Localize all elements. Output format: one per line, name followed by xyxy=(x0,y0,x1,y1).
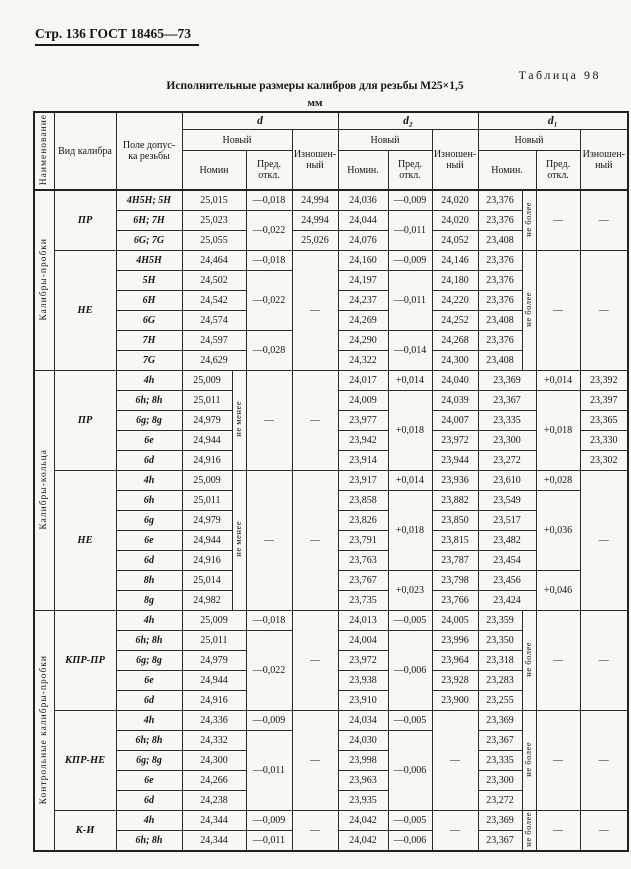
value-cell: 24,597 xyxy=(182,331,246,351)
value-cell: 23,369 xyxy=(478,371,536,391)
value-cell: —0,014 xyxy=(388,331,432,371)
table-row xyxy=(34,190,628,211)
value-cell: +0,028 xyxy=(536,471,580,491)
tolerance-field-cell: 6g xyxy=(116,511,182,531)
tolerance-field-cell: 4h xyxy=(116,371,182,391)
section-label-text: Калибры-пробки xyxy=(38,237,49,321)
corner-header-label: Наименование xyxy=(38,114,49,186)
gauge-dimensions-table xyxy=(33,111,629,852)
header-row-diameters xyxy=(34,112,628,130)
empty-dash-cell: — xyxy=(432,711,478,811)
value-cell: 23,936 xyxy=(432,471,478,491)
tolerance-field-cell: 6g; 8g xyxy=(116,751,182,771)
gauge-type-cell: К-И xyxy=(54,811,116,852)
limit-note-text: не более xyxy=(523,641,534,677)
value-cell: 23,318 xyxy=(478,651,522,671)
d-nominal-header: Номин xyxy=(182,151,246,191)
value-cell: +0,036 xyxy=(536,491,580,571)
empty-dash-cell: — xyxy=(246,471,292,611)
value-cell: 24,146 xyxy=(432,251,478,271)
empty-dash-cell: — xyxy=(536,251,580,371)
value-cell: 24,542 xyxy=(182,291,246,311)
value-cell: 24,004 xyxy=(338,631,388,651)
value-cell: 23,376 xyxy=(478,331,522,351)
value-cell: —0,005 xyxy=(388,711,432,731)
empty-dash-cell: — xyxy=(580,471,628,611)
value-cell: 24,994 xyxy=(292,190,338,211)
value-cell: 23,882 xyxy=(432,491,478,511)
value-cell: 23,917 xyxy=(338,471,388,491)
value-cell: 25,009 xyxy=(182,611,246,631)
empty-dash-cell: — xyxy=(246,371,292,471)
value-cell: 24,336 xyxy=(182,711,246,731)
value-cell: 23,938 xyxy=(338,671,388,691)
value-cell: 24,269 xyxy=(338,311,388,331)
value-cell: 24,344 xyxy=(182,811,246,831)
value-cell: 23,350 xyxy=(478,631,522,651)
limit-note xyxy=(522,711,536,811)
gauge-type-header: Вид калибра xyxy=(54,112,116,190)
value-cell: 25,026 xyxy=(292,231,338,251)
tolerance-field-cell: 6d xyxy=(116,791,182,811)
d-worn-header: Изношен- ный xyxy=(292,130,338,191)
tolerance-field-cell: 6d xyxy=(116,691,182,711)
value-cell: 23,850 xyxy=(432,511,478,531)
group-d-header: d xyxy=(182,112,338,130)
empty-dash-cell: — xyxy=(580,711,628,811)
limit-note-text: не менее xyxy=(233,521,244,558)
value-cell: 23,376 xyxy=(478,211,522,231)
value-cell: 23,996 xyxy=(432,631,478,651)
empty-dash-cell: — xyxy=(536,611,580,711)
value-cell: 24,005 xyxy=(432,611,478,631)
limit-note-text: не более xyxy=(523,741,534,777)
table-body xyxy=(34,190,628,851)
d2-worn-header: Изношен- ный xyxy=(432,130,478,191)
d1-deviation-header: Пред. откл. xyxy=(536,151,580,191)
section-label xyxy=(34,611,54,852)
tolerance-field-cell: 8g xyxy=(116,591,182,611)
value-cell: 24,574 xyxy=(182,311,246,331)
value-cell: 24,944 xyxy=(182,431,232,451)
value-cell: 24,344 xyxy=(182,831,246,852)
tolerance-field-cell: 6G xyxy=(116,311,182,331)
value-cell: 24,994 xyxy=(292,211,338,231)
value-cell: 24,252 xyxy=(432,311,478,331)
value-cell: 23,424 xyxy=(478,591,536,611)
value-cell: +0,046 xyxy=(536,571,580,611)
value-cell: 24,322 xyxy=(338,351,388,371)
tolerance-field-cell: 6e xyxy=(116,771,182,791)
limit-note xyxy=(522,811,536,852)
value-cell: 24,040 xyxy=(432,371,478,391)
value-cell: 23,763 xyxy=(338,551,388,571)
value-cell: 25,015 xyxy=(182,190,246,211)
corner-header xyxy=(34,112,54,190)
value-cell: 25,023 xyxy=(182,211,246,231)
value-cell: 24,982 xyxy=(182,591,232,611)
tolerance-field-cell: 6e xyxy=(116,531,182,551)
value-cell: 24,009 xyxy=(338,391,388,411)
tolerance-field-header: Поле допус- ка резьбы xyxy=(116,112,182,190)
tolerance-field-cell: 6Н xyxy=(116,291,182,311)
value-cell: 24,039 xyxy=(432,391,478,411)
value-cell: —0,006 xyxy=(388,631,432,711)
value-cell: 23,977 xyxy=(338,411,388,431)
gauge-type-cell: НЕ xyxy=(54,471,116,611)
value-cell: 25,014 xyxy=(182,571,232,591)
value-cell: 24,160 xyxy=(338,251,388,271)
value-cell: 23,330 xyxy=(580,431,628,451)
empty-dash-cell: — xyxy=(536,190,580,251)
tolerance-field-cell: 6d xyxy=(116,451,182,471)
value-cell: —0,022 xyxy=(246,631,292,711)
limit-note-text: не более xyxy=(523,291,534,327)
limit-note xyxy=(522,190,536,251)
value-cell: 25,055 xyxy=(182,231,246,251)
value-cell: 23,272 xyxy=(478,451,536,471)
value-cell: —0,018 xyxy=(246,190,292,211)
value-cell: 24,332 xyxy=(182,731,246,751)
value-cell: 24,220 xyxy=(432,291,478,311)
tolerance-field-cell: 4Н5Н; 5Н xyxy=(116,190,182,211)
limit-note-text: не более xyxy=(523,201,534,237)
value-cell: 23,935 xyxy=(338,791,388,811)
value-cell: —0,022 xyxy=(246,271,292,331)
value-cell: —0,022 xyxy=(246,211,292,251)
value-cell: 24,013 xyxy=(338,611,388,631)
value-cell: 24,502 xyxy=(182,271,246,291)
value-cell: 23,302 xyxy=(580,451,628,471)
value-cell: —0,009 xyxy=(246,711,292,731)
empty-dash-cell: — xyxy=(580,811,628,852)
tolerance-field-cell: 7Н xyxy=(116,331,182,351)
tolerance-field-cell: 6h; 8h xyxy=(116,631,182,651)
value-cell: 24,979 xyxy=(182,511,232,531)
value-cell: 23,408 xyxy=(478,311,522,331)
value-cell: 24,916 xyxy=(182,451,232,471)
value-cell: 23,964 xyxy=(432,651,478,671)
value-cell: —0,018 xyxy=(246,611,292,631)
tolerance-field-cell: 6G; 7G xyxy=(116,231,182,251)
value-cell: 23,944 xyxy=(432,451,478,471)
empty-dash-cell: — xyxy=(292,371,338,471)
value-cell: +0,018 xyxy=(536,391,580,471)
tolerance-field-cell: 6h xyxy=(116,491,182,511)
empty-dash-cell: — xyxy=(536,811,580,852)
tolerance-field-cell: 4h xyxy=(116,711,182,731)
d1-nominal-header: Номин. xyxy=(478,151,536,191)
value-cell: 25,011 xyxy=(182,631,246,651)
value-cell: 23,376 xyxy=(478,271,522,291)
units-label: мм xyxy=(307,97,323,109)
value-cell: +0,014 xyxy=(388,371,432,391)
section-label-text: Калибры-кольца xyxy=(38,448,49,530)
table-row xyxy=(34,471,628,491)
tolerance-field-cell: 6Н; 7Н xyxy=(116,211,182,231)
value-cell: 24,042 xyxy=(338,811,388,831)
limit-note-text: не более xyxy=(523,811,534,847)
value-cell: 23,928 xyxy=(432,671,478,691)
table-number-label: Таблица 98 xyxy=(518,68,601,82)
value-cell: 25,009 xyxy=(182,471,232,491)
value-cell: 24,237 xyxy=(338,291,388,311)
gauge-type-cell: ПР xyxy=(54,190,116,251)
value-cell: 23,766 xyxy=(432,591,478,611)
value-cell: 23,376 xyxy=(478,291,522,311)
value-cell: 24,300 xyxy=(432,351,478,371)
value-cell: 24,076 xyxy=(338,231,388,251)
value-cell: 24,044 xyxy=(338,211,388,231)
value-cell: 24,180 xyxy=(432,271,478,291)
value-cell: —0,006 xyxy=(388,831,432,852)
value-cell: 23,397 xyxy=(580,391,628,411)
value-cell: —0,009 xyxy=(388,251,432,271)
value-cell: 23,735 xyxy=(338,591,388,611)
value-cell: —0,028 xyxy=(246,331,292,371)
limit-note xyxy=(522,611,536,711)
value-cell: —0,011 xyxy=(246,731,292,811)
value-cell: 23,942 xyxy=(338,431,388,451)
tolerance-field-cell: 4h xyxy=(116,611,182,631)
tolerance-field-cell: 6e xyxy=(116,431,182,451)
value-cell: 24,007 xyxy=(432,411,478,431)
value-cell: 23,910 xyxy=(338,691,388,711)
tolerance-field-cell: 6h; 8h xyxy=(116,391,182,411)
value-cell: +0,023 xyxy=(388,571,432,611)
section-label xyxy=(34,371,54,611)
limit-note-text: не менее xyxy=(233,401,244,438)
d2-nominal-header: Номин. xyxy=(338,151,388,191)
empty-dash-cell: — xyxy=(580,190,628,251)
empty-dash-cell: — xyxy=(536,711,580,811)
value-cell: 23,791 xyxy=(338,531,388,551)
value-cell: 24,916 xyxy=(182,691,246,711)
tolerance-field-cell: 7G xyxy=(116,351,182,371)
table-row xyxy=(34,611,628,631)
value-cell: 23,408 xyxy=(478,351,522,371)
value-cell: 24,916 xyxy=(182,551,232,571)
tolerance-field-cell: 6d xyxy=(116,551,182,571)
value-cell: 23,255 xyxy=(478,691,522,711)
table-row xyxy=(34,251,628,271)
gauge-type-cell: ПР xyxy=(54,371,116,471)
value-cell: 23,826 xyxy=(338,511,388,531)
value-cell: —0,006 xyxy=(388,731,432,811)
empty-dash-cell: — xyxy=(580,611,628,711)
value-cell: 23,408 xyxy=(478,231,522,251)
d2-deviation-header: Пред. откл. xyxy=(388,151,432,191)
value-cell: —0,011 xyxy=(388,211,432,251)
value-cell: 23,456 xyxy=(478,571,536,591)
gauge-type-cell: НЕ xyxy=(54,251,116,371)
limit-note xyxy=(522,251,536,371)
empty-dash-cell: — xyxy=(292,811,338,852)
value-cell: 23,369 xyxy=(478,811,522,831)
value-cell: 24,979 xyxy=(182,651,246,671)
page-header: Стр. 136 ГОСТ 18465—73 xyxy=(35,26,199,46)
group-d2-header: d₂ xyxy=(338,112,478,130)
value-cell: 23,972 xyxy=(338,651,388,671)
value-cell: 23,517 xyxy=(478,511,536,531)
value-cell: 23,482 xyxy=(478,531,536,551)
tolerance-field-cell: 5Н xyxy=(116,271,182,291)
value-cell: —0,011 xyxy=(388,271,432,331)
value-cell: 23,454 xyxy=(478,551,536,571)
section-label-text: Контрольные калибры-пробки xyxy=(38,654,49,804)
value-cell: +0,014 xyxy=(388,471,432,491)
limit-note xyxy=(232,371,246,471)
value-cell: 24,266 xyxy=(182,771,246,791)
value-cell: 23,376 xyxy=(478,190,522,211)
empty-dash-cell: — xyxy=(292,611,338,711)
gauge-type-cell: КПР-НЕ xyxy=(54,711,116,811)
table-header xyxy=(34,112,628,190)
value-cell: 24,042 xyxy=(338,831,388,852)
value-cell: 24,034 xyxy=(338,711,388,731)
empty-dash-cell: — xyxy=(292,471,338,611)
table-row xyxy=(34,371,628,391)
value-cell: 24,464 xyxy=(182,251,246,271)
tolerance-field-cell: 4h xyxy=(116,811,182,831)
value-cell: 23,359 xyxy=(478,611,522,631)
value-cell: 24,944 xyxy=(182,671,246,691)
gauge-type-cell: КПР-ПР xyxy=(54,611,116,711)
table-row xyxy=(34,711,628,731)
d-new-header: Новый xyxy=(182,130,292,151)
d-deviation-header: Пред. откл. xyxy=(246,151,292,191)
value-cell: 24,030 xyxy=(338,731,388,751)
value-cell: 23,767 xyxy=(338,571,388,591)
value-cell: +0,014 xyxy=(536,371,580,391)
value-cell: 23,376 xyxy=(478,251,522,271)
value-cell: —0,011 xyxy=(246,831,292,852)
value-cell: 24,020 xyxy=(432,190,478,211)
value-cell: 23,610 xyxy=(478,471,536,491)
value-cell: 25,011 xyxy=(182,391,232,411)
tolerance-field-cell: 6g; 8g xyxy=(116,411,182,431)
value-cell: 24,300 xyxy=(182,751,246,771)
value-cell: 23,392 xyxy=(580,371,628,391)
value-cell: —0,009 xyxy=(388,190,432,211)
value-cell: —0,018 xyxy=(246,251,292,271)
value-cell: 23,914 xyxy=(338,451,388,471)
value-cell: 24,238 xyxy=(182,791,246,811)
value-cell: 23,963 xyxy=(338,771,388,791)
value-cell: 24,197 xyxy=(338,271,388,291)
value-cell: —0,005 xyxy=(388,611,432,631)
value-cell: 23,900 xyxy=(432,691,478,711)
limit-note xyxy=(232,471,246,611)
value-cell: 24,944 xyxy=(182,531,232,551)
value-cell: 23,998 xyxy=(338,751,388,771)
value-cell: 23,365 xyxy=(580,411,628,431)
tolerance-field-cell: 6h; 8h xyxy=(116,731,182,751)
value-cell: 23,787 xyxy=(432,551,478,571)
value-cell: 23,369 xyxy=(478,711,522,731)
value-cell: 23,367 xyxy=(478,391,536,411)
value-cell: 24,020 xyxy=(432,211,478,231)
d1-worn-header: Изношен- ный xyxy=(580,130,628,191)
value-cell: —0,005 xyxy=(388,811,432,831)
empty-dash-cell: — xyxy=(432,811,478,852)
section-label xyxy=(34,190,54,371)
value-cell: 23,815 xyxy=(432,531,478,551)
value-cell: —0,009 xyxy=(246,811,292,831)
value-cell: 25,011 xyxy=(182,491,232,511)
value-cell: 23,335 xyxy=(478,411,536,431)
value-cell: 24,017 xyxy=(338,371,388,391)
d2-new-header: Новый xyxy=(338,130,432,151)
value-cell: 23,272 xyxy=(478,791,522,811)
value-cell: 24,268 xyxy=(432,331,478,351)
value-cell: 23,367 xyxy=(478,731,522,751)
value-cell: 24,036 xyxy=(338,190,388,211)
value-cell: 23,300 xyxy=(478,431,536,451)
value-cell: 23,367 xyxy=(478,831,522,852)
value-cell: 23,798 xyxy=(432,571,478,591)
tolerance-field-cell: 8h xyxy=(116,571,182,591)
table-title: Исполнительные размеры калибров для резьбы М25×1,5 xyxy=(166,80,464,92)
value-cell: 24,979 xyxy=(182,411,232,431)
value-cell: 23,972 xyxy=(432,431,478,451)
tolerance-field-cell: 6g; 8g xyxy=(116,651,182,671)
value-cell: 23,283 xyxy=(478,671,522,691)
value-cell: 25,009 xyxy=(182,371,232,391)
empty-dash-cell: — xyxy=(580,251,628,371)
d1-new-header: Новый xyxy=(478,130,580,151)
tolerance-field-cell: 6h; 8h xyxy=(116,831,182,852)
value-cell: 24,629 xyxy=(182,351,246,371)
value-cell: +0,018 xyxy=(388,391,432,471)
empty-dash-cell: — xyxy=(292,251,338,371)
tolerance-field-cell: 4Н5Н xyxy=(116,251,182,271)
table-row xyxy=(34,811,628,831)
value-cell: 23,858 xyxy=(338,491,388,511)
empty-dash-cell: — xyxy=(292,711,338,811)
tolerance-field-cell: 6e xyxy=(116,671,182,691)
value-cell: +0,018 xyxy=(388,491,432,571)
value-cell: 23,335 xyxy=(478,751,522,771)
value-cell: 23,300 xyxy=(478,771,522,791)
group-d1-header: d₁ xyxy=(478,112,628,130)
value-cell: 24,290 xyxy=(338,331,388,351)
tolerance-field-cell: 4h xyxy=(116,471,182,491)
value-cell: 23,549 xyxy=(478,491,536,511)
value-cell: 24,052 xyxy=(432,231,478,251)
